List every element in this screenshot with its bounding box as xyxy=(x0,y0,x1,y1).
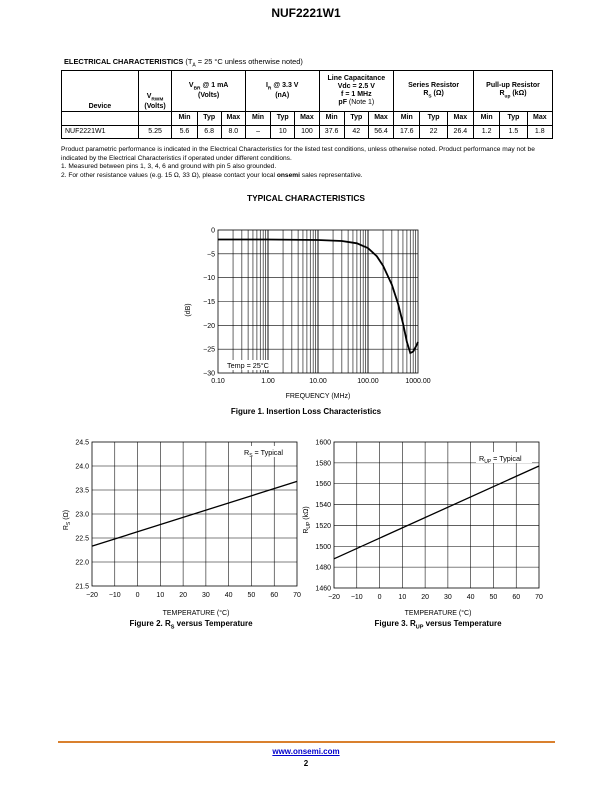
y-axis-label: (dB) xyxy=(185,303,192,317)
header-pullup-resistor: Pull-up Resistor $R_{up}$ (kΩ) xyxy=(474,71,553,112)
subheader-cell: Max xyxy=(221,112,245,126)
y-tick-label: −5 xyxy=(207,251,215,259)
x-tick-label: 0 xyxy=(377,594,382,601)
subheader-cell: Min xyxy=(245,112,270,126)
y-tick-label: 1560 xyxy=(315,481,331,489)
x-tick-label: 30 xyxy=(443,594,452,601)
y-tick-label: 22.0 xyxy=(75,559,89,567)
y-tick-label: 1460 xyxy=(315,585,331,593)
subheader-cell: Typ xyxy=(420,112,447,126)
y-tick-label: 21.5 xyxy=(75,583,89,591)
x-tick-label: 10.00 xyxy=(309,378,327,385)
table-cell: 1.8 xyxy=(527,126,552,139)
subheader-row xyxy=(62,112,553,126)
note-2: 2. For other resistance values (e.g. 15 Ω, 33 Ω), please contact your local onsemi sales representative. xyxy=(61,171,363,179)
y-tick-label: 1580 xyxy=(315,460,331,468)
y-tick-label: −30 xyxy=(203,370,215,378)
subheader-cell: Typ xyxy=(500,112,527,126)
footer-rule xyxy=(58,741,555,743)
subheader-cell: Typ xyxy=(271,112,295,126)
x-tick-label: −20 xyxy=(86,592,98,599)
table-cell: 100 xyxy=(295,126,319,139)
plot-frame xyxy=(334,442,539,588)
table-cell: 26.4 xyxy=(447,126,473,139)
x-tick-label: −10 xyxy=(350,594,363,601)
y-tick-label: 1600 xyxy=(315,439,331,447)
rup-legend: $R_{UP}$ = Typical xyxy=(479,454,522,465)
y-tick-label: 1520 xyxy=(315,522,331,530)
x-tick-label: 70 xyxy=(293,592,301,599)
table-cell: 37.6 xyxy=(319,126,344,139)
table-cell: NUF2221W1 xyxy=(62,126,139,139)
y-tick-label: 24.5 xyxy=(75,439,89,447)
subheader-cell: Min xyxy=(474,112,500,126)
figure-3-caption: Figure 3. $R_{UP}$ versus Temperature xyxy=(374,619,502,631)
header-series-resistor: Series Resistor $R_S$ (Ω) xyxy=(394,71,474,112)
x-tick-label: 30 xyxy=(201,592,210,599)
table-cell: 22 xyxy=(420,126,447,139)
x-axis-label: TEMPERATURE (°C) xyxy=(404,610,472,617)
x-tick-label: 10 xyxy=(156,592,165,599)
table-cell: – xyxy=(245,126,270,139)
table-cell: 10 xyxy=(271,126,295,139)
y-tick-label: 1500 xyxy=(315,543,331,551)
x-tick-label: −20 xyxy=(328,594,340,601)
electrical-characteristics-title: ELECTRICAL CHARACTERISTICS ($T_A = 25$ °C unless otherwise noted) xyxy=(64,57,303,69)
subheader-cell: Min xyxy=(172,112,197,126)
table-cell: 5.25 xyxy=(138,126,172,139)
header-line-capacitance: Line Capacitance Vdc = 2.5 V f = 1 MHz pF (Note 1) xyxy=(319,71,394,112)
figure-1-caption: Figure 1. Insertion Loss Characteristics xyxy=(230,407,382,416)
x-tick-label: 50 xyxy=(247,592,256,599)
header-ir: $I_R$ @ 3.3 V (nA) xyxy=(245,71,319,112)
x-tick-label: −10 xyxy=(108,592,121,599)
x-tick-label: 60 xyxy=(270,592,279,599)
document-title: NUF2221W1 xyxy=(271,6,341,20)
typical-characteristics-title: TYPICAL CHARACTERISTICS xyxy=(246,193,366,203)
x-tick-label: 40 xyxy=(224,592,233,599)
table-cell: 1.2 xyxy=(474,126,500,139)
x-tick-label: 10 xyxy=(398,594,407,601)
subheader-cell: Typ xyxy=(344,112,368,126)
table-cell: 5.6 xyxy=(172,126,197,139)
figure-2-caption: Figure 2. $R_S$ versus Temperature xyxy=(129,619,253,631)
table-row xyxy=(62,126,553,139)
header-vrwm: $V_{RWM}$ (Volts) xyxy=(138,71,172,112)
y-tick-label: −10 xyxy=(203,275,215,283)
y-tick-label: 24.0 xyxy=(75,463,89,471)
table-cell: 17.6 xyxy=(394,126,420,139)
insertion-loss-chart xyxy=(185,222,440,402)
header-vbr: $V_{BR}$ @ 1 mA (Volts) xyxy=(172,71,246,112)
x-tick-label: 20 xyxy=(421,594,430,601)
subheader-cell: Max xyxy=(368,112,393,126)
table-cell: 1.5 xyxy=(500,126,527,139)
rs-legend: $R_S$ = Typical xyxy=(244,448,283,459)
table-cell: 6.8 xyxy=(197,126,221,139)
temp-annotation: Temp = 25°C xyxy=(227,361,269,370)
electrical-characteristics-table xyxy=(61,70,553,139)
x-tick-label: 20 xyxy=(179,592,188,599)
performance-note: Product parametric performance is indicated in the Electrical Characteristics for the listed test conditions, unless otherwise noted. Product performance may not be indicated by the Electrical Characteristics if operated under different conditions. xyxy=(61,146,535,162)
rs-vs-temperature-chart xyxy=(56,432,306,622)
x-tick-label: 1.00 xyxy=(261,378,275,385)
subheader-empty xyxy=(138,112,172,126)
footer-website-link[interactable]: www.onsemi.com xyxy=(272,747,340,756)
y-axis-label: $R_{UP}$ (kΩ) xyxy=(303,506,312,534)
rup-series-line xyxy=(334,466,539,559)
y-axis-label: $R_S$ (Ω) xyxy=(63,509,72,531)
y-tick-label: 23.5 xyxy=(75,487,89,495)
x-tick-label: 1000.00 xyxy=(405,378,431,385)
y-tick-label: −15 xyxy=(203,299,215,306)
table-cell: 8.0 xyxy=(221,126,245,139)
header-device: Device xyxy=(62,71,139,112)
x-tick-label: 100.00 xyxy=(357,378,379,385)
subheader-cell: Min xyxy=(394,112,420,126)
subheader-cell: Max xyxy=(527,112,552,126)
y-tick-label: 1480 xyxy=(315,564,331,572)
x-axis-label: FREQUENCY (MHz) xyxy=(285,393,351,400)
y-tick-label: 22.5 xyxy=(75,535,89,543)
x-tick-label: 0 xyxy=(135,592,140,599)
x-axis-label: TEMPERATURE (°C) xyxy=(162,610,230,617)
y-tick-label: −20 xyxy=(203,322,215,330)
y-tick-label: 23.0 xyxy=(75,511,89,519)
y-tick-label: −25 xyxy=(203,346,215,354)
subheader-empty xyxy=(62,112,139,126)
subheader-cell: Max xyxy=(447,112,473,126)
x-tick-label: 0.10 xyxy=(211,378,225,385)
page-number: 2 xyxy=(303,759,309,768)
rup-vs-temperature-chart xyxy=(298,432,548,622)
x-tick-label: 60 xyxy=(512,594,521,601)
subheader-cell: Min xyxy=(319,112,344,126)
y-tick-label: 0 xyxy=(211,227,215,235)
x-tick-label: 50 xyxy=(489,594,498,601)
subheader-cell: Max xyxy=(295,112,319,126)
x-tick-label: 40 xyxy=(466,594,475,601)
table-notes xyxy=(61,146,556,180)
subheader-cell: Typ xyxy=(197,112,221,126)
x-tick-label: 70 xyxy=(535,594,543,601)
table-cell: 42 xyxy=(344,126,368,139)
y-tick-label: 1540 xyxy=(315,502,331,510)
table-cell: 56.4 xyxy=(368,126,393,139)
note-1: 1. Measured between pins 1, 3, 4, 6 and ground with pin 5 also grounded. xyxy=(61,163,277,171)
